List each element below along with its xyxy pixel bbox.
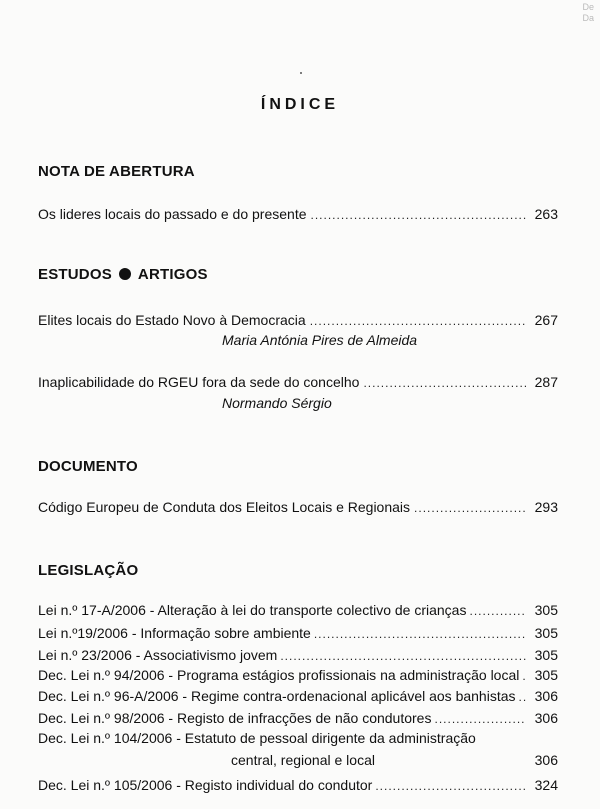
dot-leader <box>414 499 526 517</box>
dot-leader <box>280 647 526 665</box>
entry-page: 267 <box>534 312 558 328</box>
section-heading-legislacao: LEGISLAÇÃO <box>38 562 139 579</box>
toc-entry-legislacao-2[interactable] <box>38 624 558 642</box>
corner-mark-1: De <box>582 2 594 12</box>
dot-leader <box>519 688 527 706</box>
dot-leader <box>434 710 526 728</box>
dot-leader <box>375 777 526 795</box>
entry-page: 305 <box>534 667 558 683</box>
dot-leader <box>314 625 526 643</box>
bullet-icon <box>119 268 131 280</box>
entry-title-continuation: central, regional e local <box>231 752 375 768</box>
section-heading-estudos <box>38 266 208 283</box>
toc-entry-legislacao-7-line1[interactable]: Dec. Lei n.º 104/2006 - Estatuto de pessoal dirigente da administração <box>38 730 476 746</box>
entry-title: Dec. Lei n.º 105/2006 - Registo individual do condutor <box>38 777 373 793</box>
toc-entry-legislacao-7-line2[interactable] <box>231 751 558 769</box>
bleed-through-marks <box>560 0 600 28</box>
entry-title: Dec. Lei n.º 98/2006 - Registo de infracções de não condutores <box>38 710 432 726</box>
entry-page: 305 <box>534 647 558 663</box>
toc-entry-legislacao-4[interactable] <box>38 666 558 684</box>
toc-entry-nota-1[interactable] <box>38 205 558 223</box>
entry-title: Dec. Lei n.º 96-A/2006 - Regime contra-ordenacional aplicável aos banhistas <box>38 688 516 704</box>
entry-title: Lei n.º 17-A/2006 - Alteração à lei do transporte colectivo de crianças <box>38 602 467 618</box>
entry-page: 305 <box>534 602 558 618</box>
entry-page: 306 <box>534 688 558 704</box>
section-heading-documento: DOCUMENTO <box>38 458 138 475</box>
entry-title: Elites locais do Estado Novo à Democracia <box>38 312 306 328</box>
toc-entry-legislacao-6[interactable] <box>38 709 558 727</box>
toc-entry-documento-1[interactable] <box>38 498 558 516</box>
entry-title: Lei n.º19/2006 - Informação sobre ambiente <box>38 625 311 641</box>
entry-title: Lei n.º 23/2006 - Associativismo jovem <box>38 647 278 663</box>
entry-author: Normando Sérgio <box>222 395 332 411</box>
dot-leader <box>522 667 526 685</box>
entry-page: 287 <box>534 374 558 390</box>
entry-title: Dec. Lei n.º 94/2006 - Programa estágios profissionais na administração local <box>38 667 520 683</box>
entry-page: 306 <box>534 710 558 726</box>
section-heading-nota: NOTA DE ABERTURA <box>38 163 195 180</box>
entry-page: 306 <box>534 752 558 768</box>
page-title: ÍNDICE <box>260 96 340 113</box>
dot-leader <box>363 374 526 392</box>
toc-entry-legislacao-5[interactable] <box>38 687 558 705</box>
entry-page: 293 <box>534 499 558 515</box>
entry-title: Código Europeu de Conduta dos Eleitos Locais e Regionais <box>38 499 411 515</box>
heading-estudos: ESTUDOS <box>38 266 112 283</box>
toc-entry-legislacao-3[interactable] <box>38 646 558 664</box>
dot-leader <box>311 206 527 224</box>
toc-entry-legislacao-8[interactable] <box>38 776 558 794</box>
entry-page: 305 <box>534 625 558 641</box>
entry-title: Inaplicabilidade do RGEU fora da sede do concelho <box>38 374 360 390</box>
corner-mark-2: Da <box>582 13 594 23</box>
entry-page: 324 <box>534 777 558 793</box>
entry-title: Os lideres locais do passado e do presente <box>38 206 307 222</box>
dot-leader <box>310 312 526 330</box>
heading-artigos: ARTIGOS <box>137 266 208 283</box>
toc-entry-estudos-2[interactable] <box>38 373 558 391</box>
entry-author: Maria Antónia Pires de Almeida <box>222 332 418 348</box>
toc-entry-estudos-1[interactable] <box>38 311 558 329</box>
dot-leader <box>469 602 526 620</box>
toc-entry-legislacao-1[interactable] <box>38 601 558 619</box>
entry-page: 263 <box>534 206 558 222</box>
ink-speck <box>300 72 302 74</box>
